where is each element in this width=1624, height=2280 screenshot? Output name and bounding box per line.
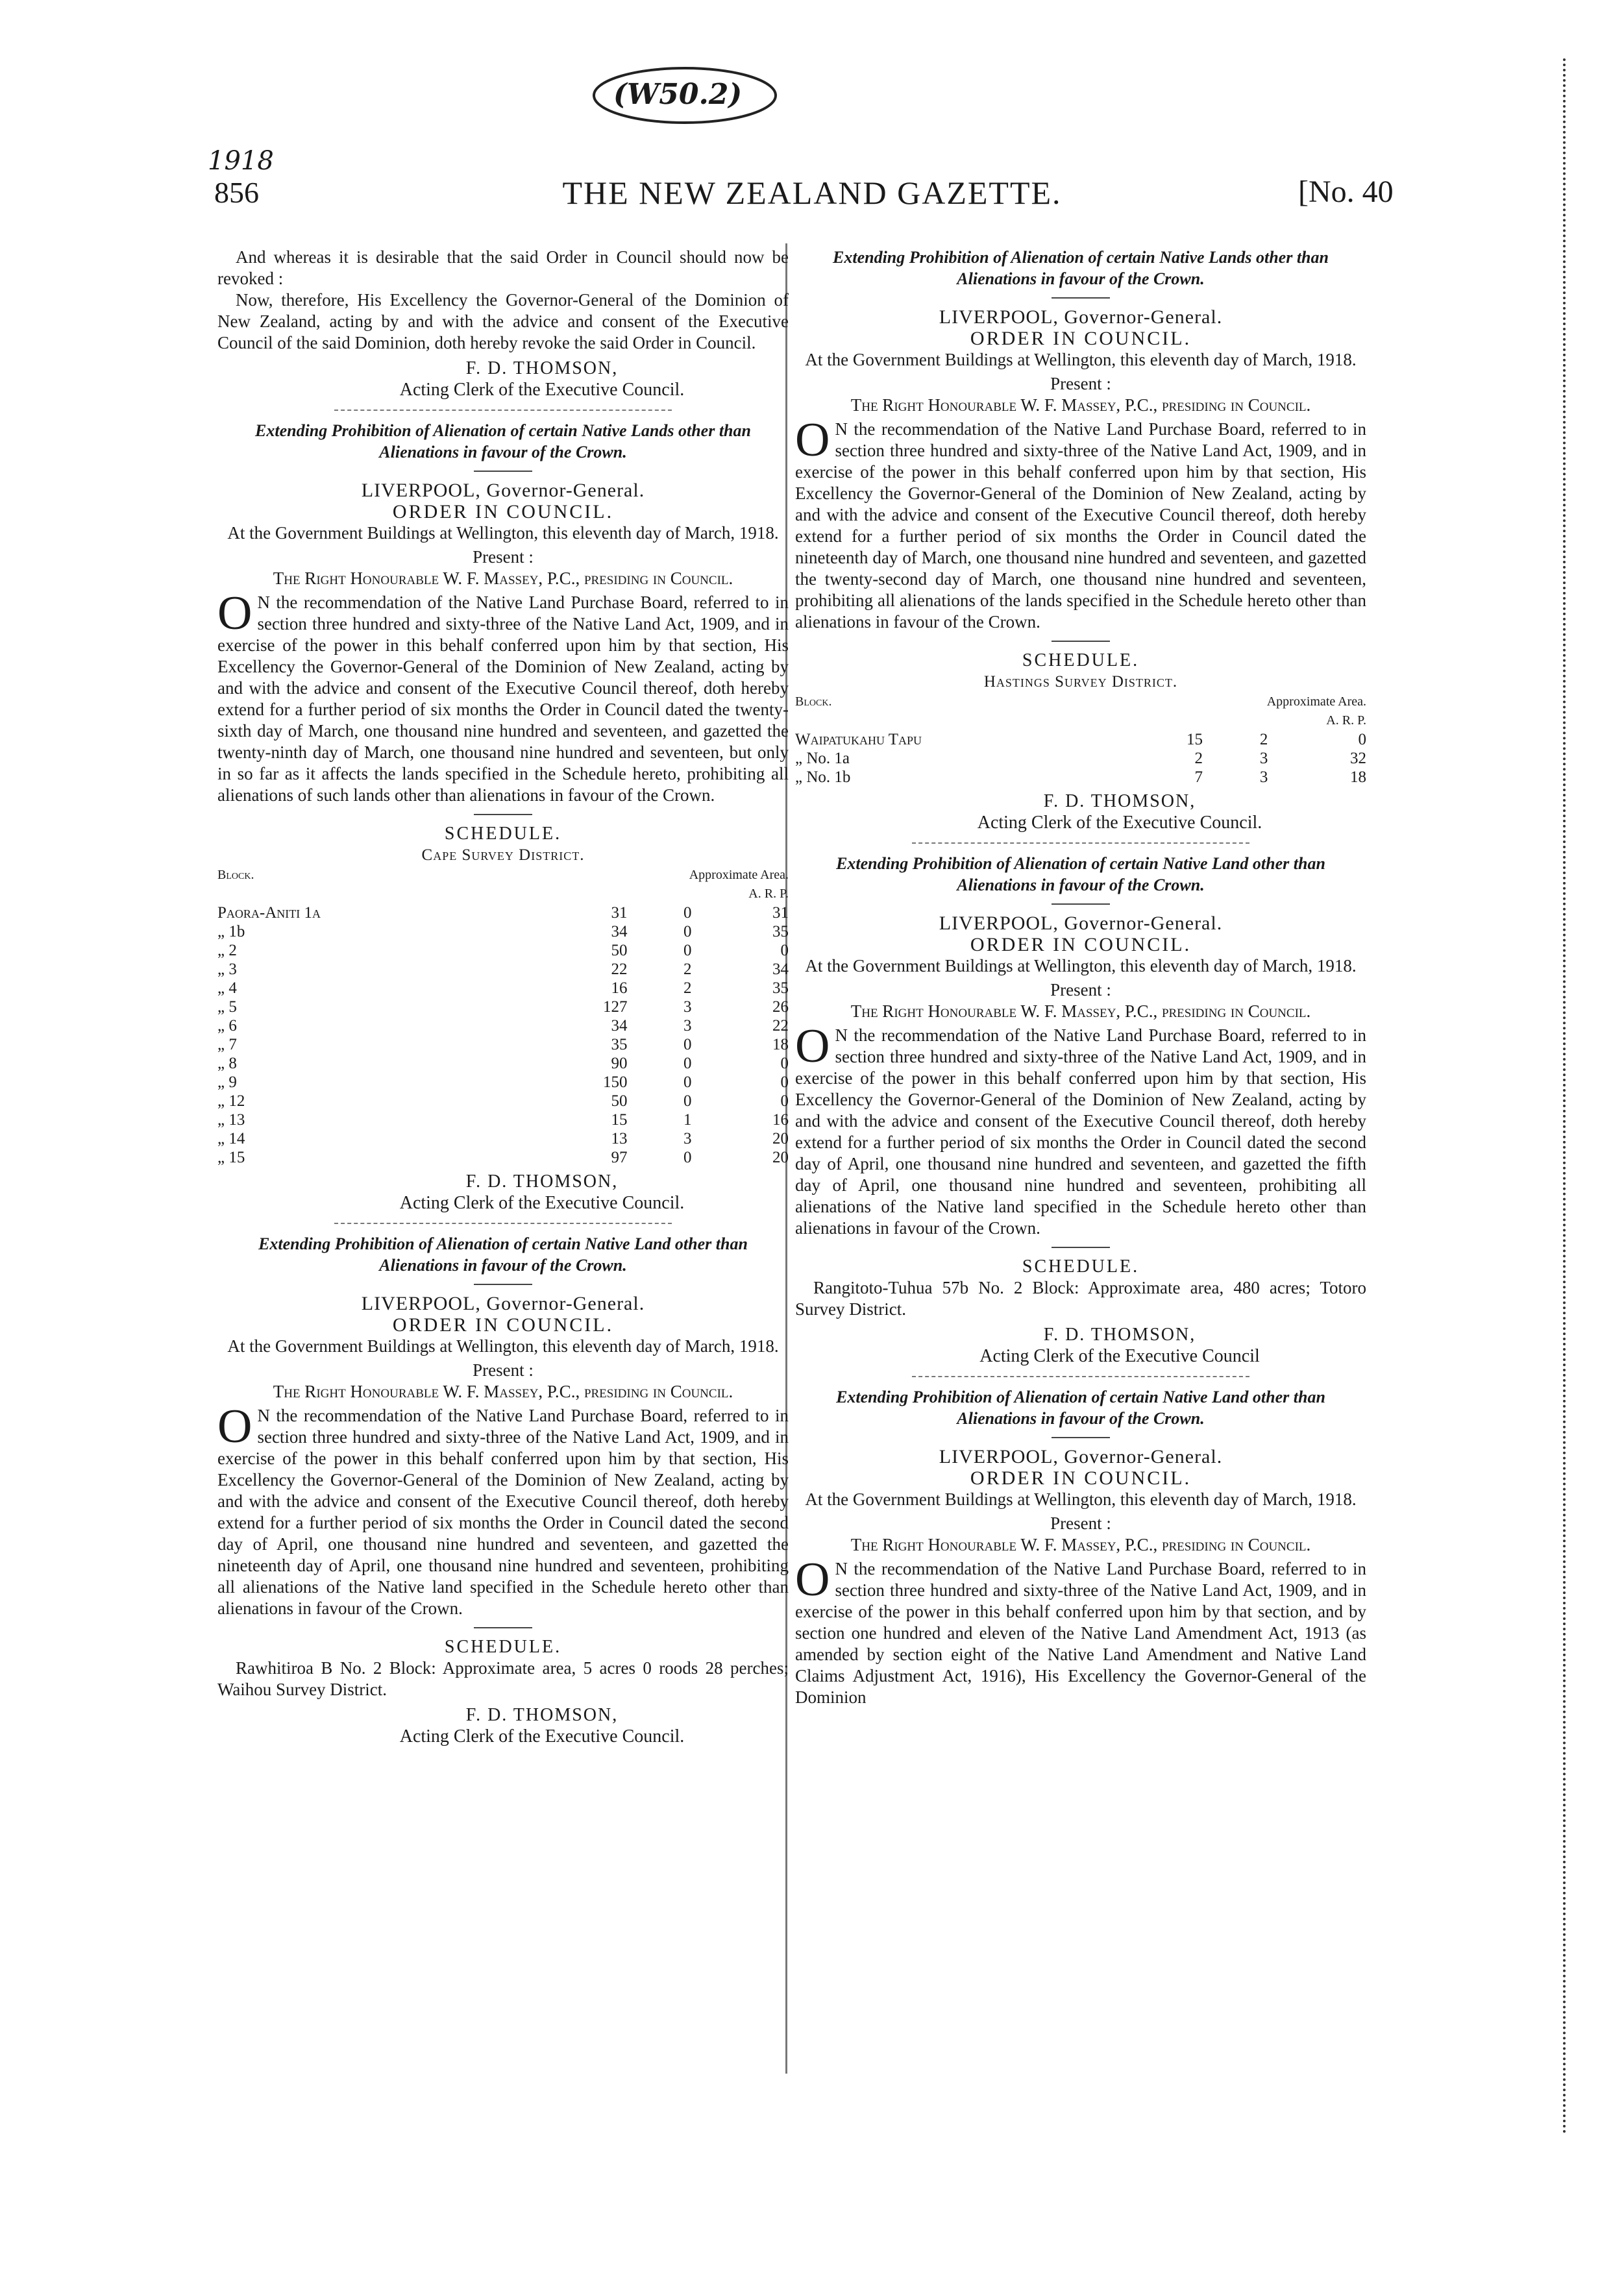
table-row <box>217 1054 789 1073</box>
present-label: Present : <box>473 1360 534 1380</box>
notice-heading: Extending Prohibition of Alienation of certain Native Land other than Alienations in favour of the Crown. <box>836 1388 1325 1428</box>
signatory-title: Acting Clerk of the Executive Council. <box>399 1193 685 1213</box>
table-row <box>217 979 789 998</box>
presiding-line: The Right Honourable W. F. Massey, P.C., presiding in Council. <box>273 1382 733 1401</box>
table-cell: „ 3 <box>217 961 237 978</box>
table-cell: 15 <box>611 1111 628 1129</box>
presiding-line: The Right Honourable W. F. Massey, P.C., presiding in Council. <box>850 395 1311 415</box>
drop-cap: O <box>795 413 830 467</box>
table-cell: „ No. 1b <box>795 768 851 786</box>
order-body <box>795 1553 1366 1708</box>
table-header-row <box>217 866 789 885</box>
short-rule <box>1052 1437 1110 1438</box>
table-cell: 0 <box>780 1073 789 1091</box>
table-cell: 0 <box>780 942 789 959</box>
present-label: Present : <box>1050 374 1111 393</box>
table-cell: 26 <box>772 998 789 1016</box>
table-cell: 50 <box>611 1092 628 1110</box>
table-cell: 2 <box>683 961 692 978</box>
table-row <box>795 730 1366 749</box>
table-row <box>217 1148 789 1167</box>
schedule-title: SCHEDULE. <box>1022 1256 1140 1277</box>
order-body-text: N the recommendation of the Native Land Purchase Board, referred to in section three hundred and sixty-three of the Native Land Act, 1909, and in exercise of the power in this behalf conferred upon him by that section, His Excellency the Governor-General of the Dominion of New Zealand, acting by and with the advice and consent of the Executive Council thereof, doth hereby extend for a further period of six months the Order in Council dated the nineteenth day of March, one thousand nine hundred and seventeen, and gazetted the twenty-second day of March, one thousand nine hundred and seventeen, prohibiting all alienations of the lands specified in the Schedule hereto other than alienations in favour of the Crown. <box>795 419 1366 631</box>
presiding-line: The Right Honourable W. F. Massey, P.C., presiding in Council. <box>273 569 733 588</box>
survey-district: Hastings Survey District. <box>983 673 1178 691</box>
table-cell: 2 <box>1259 731 1268 748</box>
column-units: A. R. P. <box>1326 713 1366 728</box>
table-row <box>217 922 789 941</box>
table-cell: 20 <box>772 1130 789 1147</box>
schedule-table <box>217 866 789 1167</box>
notice-heading: Extending Prohibition of Alienation of certain Native Land other than Alienations in favour of the Crown. <box>258 1234 748 1275</box>
page-number: 856 <box>214 176 259 209</box>
table-cell: „ 15 <box>217 1149 245 1166</box>
table-cell: 31 <box>611 904 628 922</box>
section-separator <box>912 842 1249 844</box>
short-rule <box>474 1627 532 1628</box>
issue-number: [No. 40 <box>1298 175 1394 209</box>
short-rule <box>474 471 532 472</box>
governor-general-line: LIVERPOOL, Governor-General. <box>939 1446 1223 1467</box>
table-cell: „ 14 <box>217 1130 245 1147</box>
table-header-row <box>795 693 1366 711</box>
section-separator <box>912 1376 1249 1377</box>
table-cell: 0 <box>683 904 692 922</box>
short-rule <box>1052 903 1110 905</box>
table-cell: 35 <box>772 979 789 997</box>
table-row <box>217 941 789 960</box>
table-cell: 35 <box>611 1036 628 1053</box>
table-cell: „ 1b <box>217 923 245 940</box>
table-cell: „ 2 <box>217 942 237 959</box>
presiding-line: The Right Honourable W. F. Massey, P.C., presiding in Council. <box>850 1001 1311 1021</box>
table-cell: 1 <box>683 1111 692 1129</box>
table-row <box>217 960 789 979</box>
present-label: Present : <box>473 547 534 567</box>
order-body-text: N the recommendation of the Native Land Purchase Board, referred to in section three hundred and sixty-three of the Native Land Act, 1909, and in exercise of the power in this behalf conferred upon him by that section, His Excellency the Governor-General of the Dominion of New Zealand, acting by and with the advice and consent of the Executive Council thereof, doth hereby extend for a further period of six months the Order in Council dated the second day of April, one thousand nine hundred and seventeen, and gazetted the fifth day of April, one thousand nine hundred and seventeen, prohibiting all alienations of the Native land specified in the Schedule hereto other than alienations in favour of the Crown. <box>795 1025 1366 1238</box>
schedule-title: SCHEDULE. <box>444 1637 562 1657</box>
location-date-line: At the Government Buildings at Wellington, this eleventh day of March, 1918. <box>805 1489 1357 1509</box>
table-cell: „ 6 <box>217 1017 237 1035</box>
notice-revocation-paragraph: Now, therefore, His Excellency the Governor-General of the Dominion of New Zealand, acting by and with the advice and consent of the Executive Council of the said Dominion, doth hereby revoke the said Order in Council. <box>217 290 789 352</box>
order-body-text: N the recommendation of the Native Land Purchase Board, referred to in section three hundred and sixty-three of the Native Land Act, 1909, and in exercise of the power in this behalf conferred upon him by that section, His Excellency the Governor-General of the Dominion of New Zealand, acting by and with the advice and consent of the Executive Council thereof, doth hereby extend for a further period of six months the Order in Council dated the second day of April, one thousand nine hundred and seventeen, and gazetted the nineteenth day of April, one thousand nine hundred and seventeen, prohibiting all alienations of the Native land specified in the Schedule hereto other than alienations in favour of the Crown. <box>217 1406 789 1618</box>
table-cell: „ 12 <box>217 1092 245 1110</box>
table-row <box>217 998 789 1016</box>
table-cell: 50 <box>611 942 628 959</box>
schedule-table <box>795 693 1366 787</box>
table-cell: 90 <box>611 1055 628 1072</box>
short-rule <box>474 814 532 815</box>
order-in-council-title: ORDER IN COUNCIL. <box>970 1467 1192 1489</box>
column-header-area: Approximate Area. <box>689 868 789 882</box>
schedule-text: Rangitoto-Tuhua 57b No. 2 Block: Approximate area, 480 acres; Totoro Survey District. <box>795 1278 1366 1319</box>
table-cell: 3 <box>683 998 692 1016</box>
table-cell: 3 <box>1259 768 1268 786</box>
order-in-council-title: ORDER IN COUNCIL. <box>392 1314 614 1336</box>
signatory-name: F. D. THOMSON, <box>1043 1325 1196 1345</box>
table-cell: 16 <box>772 1111 789 1129</box>
order-body <box>217 587 789 806</box>
drop-cap: O <box>217 1400 252 1453</box>
table-cell: 0 <box>683 1055 692 1072</box>
table-cell: 22 <box>611 961 628 978</box>
order-body-text: N the recommendation of the Native Land Purchase Board, referred to in section three hundred and sixty-three of the Native Land Act, 1909, and in exercise of the power in this behalf conferred upon him by that section, and by section one hundred and eleven of the Native Land Amendment Act, 1913 (as amended by section eight of the Native Land Amendment and Native Land Claims Adjustment Act, 1916), His Excellency the Governor-General of the Dominion <box>795 1559 1366 1707</box>
drop-cap: O <box>217 587 252 640</box>
drop-cap: O <box>795 1553 830 1606</box>
governor-general-line: LIVERPOOL, Governor-General. <box>361 480 645 501</box>
table-cell: 13 <box>611 1130 628 1147</box>
table-cell: 127 <box>603 998 628 1016</box>
table-row <box>217 1110 789 1129</box>
table-cell: 2 <box>683 979 692 997</box>
signatory-title: Acting Clerk of the Executive Council <box>979 1346 1260 1366</box>
signatory-name: F. D. THOMSON, <box>1043 791 1196 811</box>
table-cell: 97 <box>611 1149 628 1166</box>
location-date-line: At the Government Buildings at Wellington, this eleventh day of March, 1918. <box>805 350 1357 369</box>
table-cell: 0 <box>683 1149 692 1166</box>
table-cell: Paora-Aniti 1a <box>217 904 321 922</box>
table-cell: „ 13 <box>217 1111 245 1129</box>
table-cell: 0 <box>683 923 692 940</box>
signatory-name: F. D. THOMSON, <box>465 358 619 378</box>
table-cell: 15 <box>1186 731 1203 748</box>
right-column <box>795 247 1366 1708</box>
table-cell: 3 <box>683 1017 692 1035</box>
governor-general-line: LIVERPOOL, Governor-General. <box>939 306 1223 328</box>
table-cell: „ 4 <box>217 979 237 997</box>
table-cell: 0 <box>1358 731 1366 748</box>
table-cell: „ 5 <box>217 998 237 1016</box>
column-units: A. R. P. <box>748 887 789 901</box>
section-separator <box>334 410 672 411</box>
column-header-block: Block. <box>217 868 254 882</box>
table-cell: „ 7 <box>217 1036 237 1053</box>
left-column <box>217 247 789 1747</box>
gazette-title: THE NEW ZEALAND GAZETTE. <box>562 175 1062 211</box>
table-cell: 0 <box>780 1055 789 1072</box>
schedule-title: SCHEDULE. <box>444 824 562 844</box>
table-cell: 7 <box>1194 768 1203 786</box>
order-body-text: N the recommendation of the Native Land Purchase Board, referred to in section three hundred and sixty-three of the Native Land Act, 1909, and in exercise of the power in this behalf conferred upon him by that section, His Excellency the Governor-General of the Dominion of New Zealand, acting by and with the advice and consent of the Executive Council thereof, doth hereby extend for a further period of six months the Order in Council dated the twenty-sixth day of March, one thousand nine hundred and seventeen, and gazetted the twenty-ninth day of March, one thousand nine hundred and seventeen, but only in so far as it affects the lands specified in the Schedule hereto, prohibiting all alienations of such lands other than alienations in favour of the Crown. <box>217 593 789 805</box>
signatory-title: Acting Clerk of the Executive Council. <box>399 1726 685 1747</box>
schedule-title: SCHEDULE. <box>1022 650 1140 670</box>
order-body <box>795 413 1366 633</box>
table-row <box>217 1016 789 1035</box>
table-cell: 0 <box>780 1092 789 1110</box>
table-units-row <box>217 885 789 903</box>
table-cell: 3 <box>683 1130 692 1147</box>
order-body <box>217 1400 789 1619</box>
table-units-row <box>795 711 1366 730</box>
table-row <box>217 1129 789 1148</box>
column-header-area: Approximate Area. <box>1266 694 1366 709</box>
signatory-title: Acting Clerk of the Executive Council. <box>977 813 1262 833</box>
table-row <box>795 768 1366 787</box>
table-cell: „ No. 1a <box>795 750 850 767</box>
notice-heading: Extending Prohibition of Alienation of certain Native Lands other than Alienations in favour of the Crown. <box>255 421 751 461</box>
governor-general-line: LIVERPOOL, Governor-General. <box>361 1293 645 1314</box>
table-cell: 3 <box>1259 750 1268 767</box>
short-rule <box>1052 641 1110 642</box>
short-rule <box>1052 297 1110 299</box>
order-in-council-title: ORDER IN COUNCIL. <box>392 501 614 522</box>
table-cell: 18 <box>772 1036 789 1053</box>
presiding-line: The Right Honourable W. F. Massey, P.C., presiding in Council. <box>850 1535 1311 1554</box>
table-cell: 18 <box>1350 768 1366 786</box>
archive-stamp <box>587 62 782 130</box>
present-label: Present : <box>1050 1514 1111 1533</box>
table-cell: 0 <box>683 1073 692 1091</box>
order-in-council-title: ORDER IN COUNCIL. <box>970 328 1192 349</box>
short-rule <box>1052 1247 1110 1248</box>
handwritten-year: 1918 <box>208 146 274 176</box>
location-date-line: At the Government Buildings at Wellington, this eleventh day of March, 1918. <box>227 523 779 543</box>
location-date-line: At the Government Buildings at Wellington, this eleventh day of March, 1918. <box>805 956 1357 975</box>
column-header-block: Block. <box>795 694 832 709</box>
table-cell: „ 9 <box>217 1073 237 1091</box>
signatory-name: F. D. THOMSON, <box>465 1171 619 1192</box>
table-row <box>217 1092 789 1110</box>
notice-continuation-paragraph: And whereas it is desirable that the said Order in Council should now be revoked : <box>217 247 789 288</box>
table-row <box>217 1035 789 1054</box>
order-in-council-title: ORDER IN COUNCIL. <box>970 934 1192 955</box>
short-rule <box>474 1284 532 1285</box>
survey-district: Cape Survey District. <box>421 846 585 864</box>
signatory-title: Acting Clerk of the Executive Council. <box>399 380 685 400</box>
table-cell: 34 <box>772 961 789 978</box>
table-cell: 34 <box>611 923 628 940</box>
governor-general-line: LIVERPOOL, Governor-General. <box>939 913 1223 934</box>
table-row <box>217 903 789 922</box>
table-cell: „ 8 <box>217 1055 237 1072</box>
table-cell: 150 <box>603 1073 628 1091</box>
schedule-text: Rawhitiroa B No. 2 Block: Approximate area, 5 acres 0 roods 28 perches; Waihou Survey District. <box>217 1658 789 1699</box>
table-cell: 0 <box>683 942 692 959</box>
present-label: Present : <box>1050 980 1111 999</box>
table-cell: 0 <box>683 1036 692 1053</box>
order-body <box>795 1020 1366 1239</box>
table-cell: 2 <box>1194 750 1203 767</box>
stamp-text: (W50.2) <box>613 78 743 111</box>
table-cell: 20 <box>772 1149 789 1166</box>
table-cell: 22 <box>772 1017 789 1035</box>
signatory-name: F. D. THOMSON, <box>465 1705 619 1725</box>
location-date-line: At the Government Buildings at Wellington, this eleventh day of March, 1918. <box>227 1336 779 1356</box>
table-row <box>217 1073 789 1092</box>
drop-cap: O <box>795 1020 830 1073</box>
table-row <box>795 749 1366 768</box>
table-cell: 16 <box>611 979 628 997</box>
table-cell: 35 <box>772 923 789 940</box>
table-cell: 0 <box>683 1092 692 1110</box>
table-cell: Waipatukahu Tapu <box>795 731 922 748</box>
table-cell: 31 <box>772 904 789 922</box>
table-cell: 32 <box>1350 750 1366 767</box>
margin-binding-marks <box>1550 58 1566 2135</box>
section-separator <box>334 1223 672 1224</box>
notice-heading: Extending Prohibition of Alienation of certain Native Lands other than Alienations in favour of the Crown. <box>833 248 1329 288</box>
table-cell: 34 <box>611 1017 628 1035</box>
notice-heading: Extending Prohibition of Alienation of certain Native Land other than Alienations in favour of the Crown. <box>836 854 1325 894</box>
